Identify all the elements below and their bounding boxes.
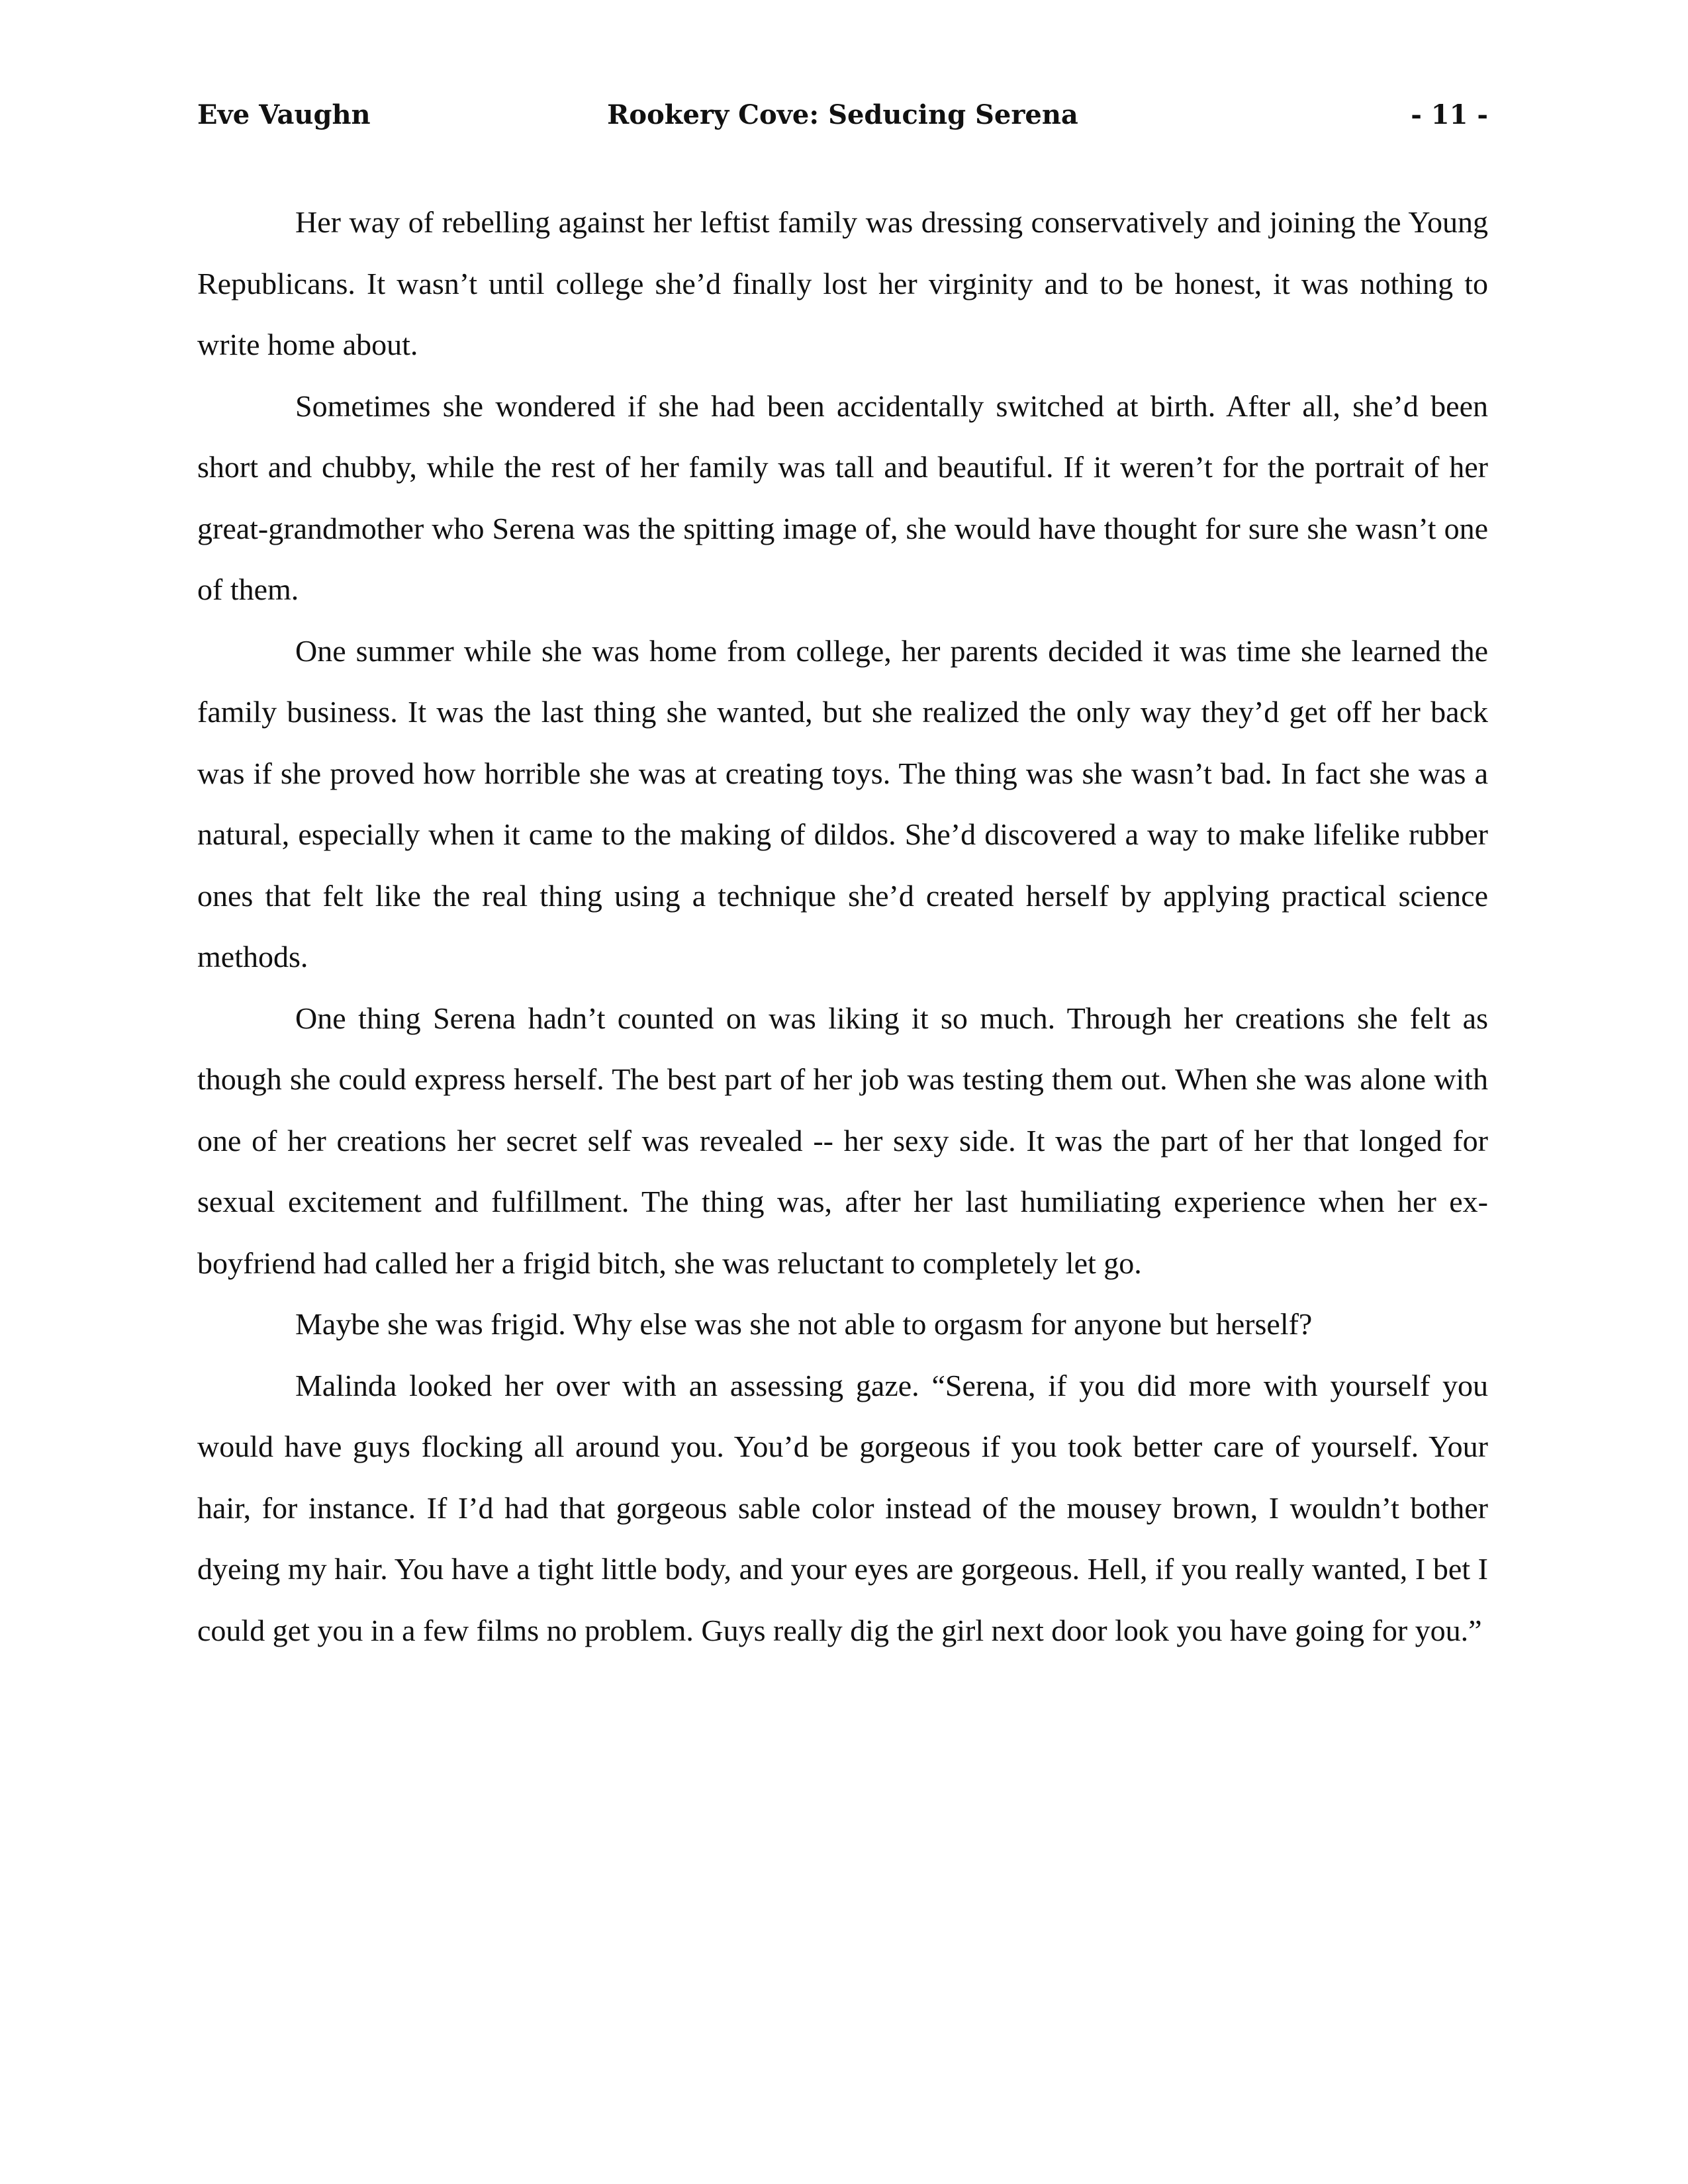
paragraph: Malinda looked her over with an assessing gaze. “Serena, if you did more with yourself you would have guys flocking all around you. You’d be gorgeous if you took better care of yourself. Your hair, for instance. If I’d had that gorgeous sable color instead of the mousey brown, I wouldn’t bother dyeing my hair. You have a tight little body, and your eyes are gorgeous. Hell, if you really wanted, I bet I could get you in a few films no problem. Guys really dig the girl next door look you have going for you.” <box>197 1368 1488 1647</box>
header-page-number: - 11 - <box>1411 99 1488 130</box>
paragraph: One thing Serena hadn’t counted on was liking it so much. Through her creations she felt as though she could express herself. The best part of her job was testing them out. When she was alone with one of her creations her secret self was revealed -- her sexy side. It was the part of her that longed for sexual excitement and fulfillment. The thing was, after her last humiliating experience when her ex-boyfriend had called her a frigid bitch, she was reluctant to completely let go. <box>197 1001 1488 1280</box>
paragraph: Maybe she was frigid. Why else was she not able to orgasm for anyone but herself? <box>295 1307 1313 1341</box>
page-header <box>197 99 1488 139</box>
paragraph: One summer while she was home from college, her parents decided it was time she learned the family business. It was the last thing she wanted, but she realized the only way they’d get off her back was if she proved how horrible she was at creating toys. The thing was she wasn’t bad. In fact she was a natural, especially when it came to the making of dildos. She’d discovered a way to make lifelike rubber ones that felt like the real thing using a technique she’d created herself by applying practical science methods. <box>197 633 1488 974</box>
paragraph: Sometimes she wondered if she had been accidentally switched at birth. After all, she’d been short and chubby, while the rest of her family was tall and beautiful. If it weren’t for the portrait of her great-grandmother who Serena was the spitting image of, she would have thought for sure she wasn’t one of them. <box>197 388 1488 606</box>
header-author: Eve Vaughn <box>197 99 371 130</box>
body-text <box>197 192 1488 1661</box>
paragraph: Her way of rebelling against her leftist family was dressing conservatively and joining the Young Republicans. It wasn’t until college she’d finally lost her virginity and to be honest, it was nothing to write home about. <box>197 205 1488 361</box>
header-book-title: Rookery Cove: Seducing Serena <box>607 99 1078 130</box>
